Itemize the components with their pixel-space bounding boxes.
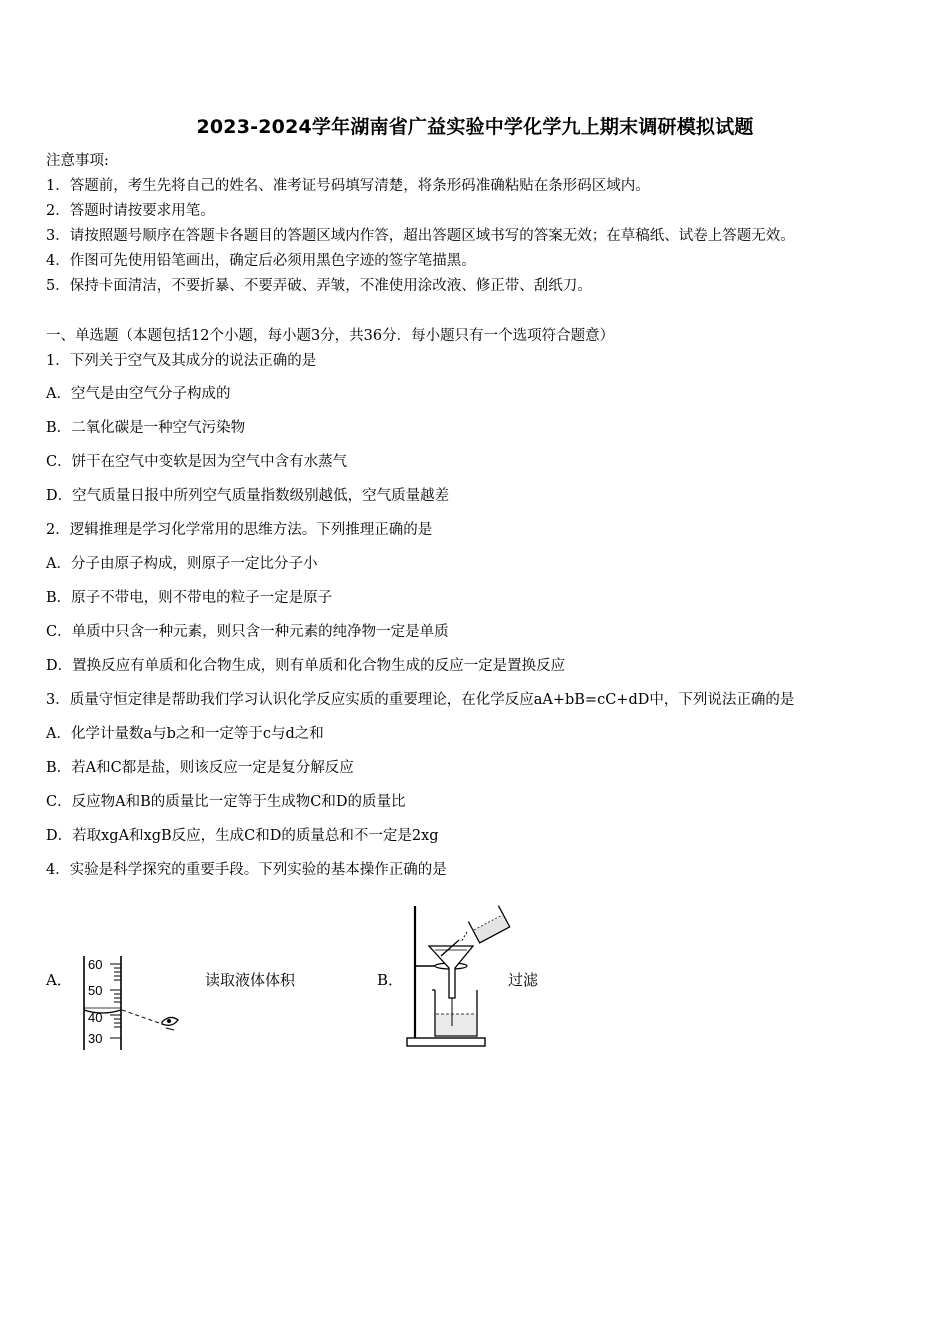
figure-a-caption: 读取液体体积 [205, 971, 296, 989]
cylinder-tick-50: 50 [88, 983, 103, 998]
graduated-cylinder-figure [78, 952, 188, 1056]
figure-b-caption: 过滤 [508, 971, 539, 989]
cylinder-tick-30: 30 [88, 1031, 103, 1046]
question-1-option-a: A．空气是由空气分子构成的 [46, 386, 231, 402]
question-3-option-b: B．若A和C都是盐，则该反应一定是复分解反应 [46, 760, 354, 776]
question-3-option-c: C．反应物A和B的质量比一定等于生成物C和D的质量比 [46, 794, 406, 810]
question-2-option-a: A．分子由原子构成，则原子一定比分子小 [46, 556, 318, 572]
notice-heading: 注意事项: [46, 153, 109, 169]
notice-item-2: 2．答题时请按要求用笔。 [46, 203, 215, 219]
cylinder-tick-40: 40 [88, 1010, 103, 1025]
question-2-option-b: B．原子不带电，则不带电的粒子一定是原子 [46, 590, 333, 606]
question-1-option-b: B．二氧化碳是一种空气污染物 [46, 420, 246, 436]
notice-item-3: 3．请按照题号顺序在答题卡各题目的答题区域内作答，超出答题区域书写的答案无效；在草稿纸、试卷上答题无效。 [46, 228, 795, 244]
figure-a-letter: A． [46, 971, 72, 989]
question-3-stem: 3．质量守恒定律是帮助我们学习认识化学反应实质的重要理论，在化学反应aA+bB=cC+dD中，下列说法正确的是 [46, 692, 795, 708]
question-3-option-a: A．化学计量数a与b之和一定等于c与d之和 [46, 726, 324, 742]
question-2-stem: 2．逻辑推理是学习化学常用的思维方法。下列推理正确的是 [46, 522, 433, 538]
section-heading: 一、单选题（本题包括12个小题，每小题3分，共36分．每小题只有一个选项符合题意） [46, 328, 615, 344]
question-1-option-c: C．饼干在空气中变软是因为空气中含有水蒸气 [46, 454, 348, 470]
eye-icon [162, 1017, 178, 1030]
question-2-option-c: C．单质中只含一种元素，则只含一种元素的纯净物一定是单质 [46, 624, 449, 640]
cylinder-tick-60: 60 [88, 957, 103, 972]
question-3-option-d: D．若取xgA和xgB反应，生成C和D的质量总和不一定是2xg [46, 828, 439, 844]
question-1-option-d: D．空气质量日报中所列空气质量指数级别越低，空气质量越差 [46, 488, 450, 504]
question-4-stem: 4．实验是科学探究的重要手段。下列实验的基本操作正确的是 [46, 862, 447, 878]
filtration-apparatus-figure [405, 902, 517, 1050]
notice-item-4: 4．作图可先使用铅笔画出，确定后必须用黑色字迹的签字笔描黑。 [46, 253, 476, 269]
notice-item-1: 1．答题前，考生先将自己的姓名、准考证号码填写清楚，将条形码准确粘贴在条形码区域内。 [46, 178, 650, 194]
page-title: 2023-2024学年湖南省广益实验中学化学九上期末调研模拟试题 [196, 116, 754, 138]
figure-b-letter: B． [377, 971, 404, 989]
question-2-option-d: D．置换反应有单质和化合物生成，则有单质和化合物生成的反应一定是置换反应 [46, 658, 566, 674]
question-1-stem: 1．下列关于空气及其成分的说法正确的是 [46, 353, 317, 369]
notice-item-5: 5．保持卡面清洁，不要折暴、不要弄破、弄皱，不准使用涂改液、修正带、刮纸刀。 [46, 278, 592, 294]
